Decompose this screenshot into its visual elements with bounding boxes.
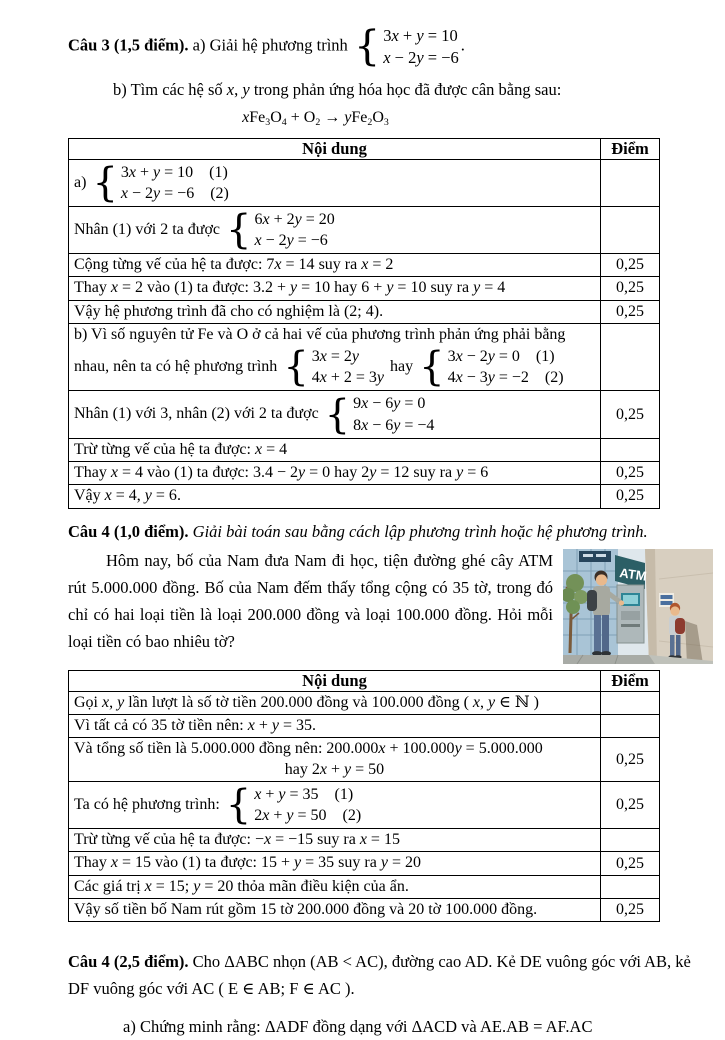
cau4a-heading: Câu 4 (1,0 điểm). Giải bài toán sau bằng cách lập phương trình hoặc hệ phương trình. <box>68 521 648 541</box>
point-cell <box>601 691 660 714</box>
content-cell: Gọi x, y lần lượt là số tờ tiền 200.000 đồng và 100.000 đồng ( x, y ∈ ℕ ) <box>69 691 601 714</box>
content-cell: Trừ từng vế của hệ ta được: −x = −15 suy ra x = 15 <box>69 829 601 852</box>
brace-glyph: { <box>92 159 118 206</box>
point-cell: 0,25 <box>601 461 660 484</box>
table-header-row <box>69 670 660 691</box>
atm-sign-label: ATM <box>618 564 648 584</box>
cau3-part-b: b) Tìm các hệ số x, y trong phản ứng hóa học đã được cân bằng sau: <box>113 79 562 99</box>
cau4b-part-a: a) Chứng minh rằng: ΔADF đồng dạng với ΔACD và AE.AB = AF.AC <box>123 1017 593 1037</box>
point-cell: 0,25 <box>601 253 660 276</box>
brace-glyph: { <box>324 391 351 438</box>
answer-table-cau4 <box>68 670 660 923</box>
table-row <box>69 159 660 206</box>
content-cell: Các giá trị x = 15; y = 20 thỏa mãn điều kiện của ẩn. <box>69 875 601 898</box>
equation-system: { 6x + 2y = 20 x − 2y = −6 <box>226 206 335 253</box>
cau4a-block <box>68 547 703 655</box>
content-cell: Thay x = 15 vào (1) ta được: 15 + y = 35 suy ra y = 20 <box>69 852 601 875</box>
cau3-heading: Câu 3 (1,5 điểm). a) Giải hệ phương trình { 3x + y = 10 x − 2y = −6 . <box>68 22 465 71</box>
table-row <box>69 300 660 323</box>
table-row <box>69 852 660 875</box>
point-cell <box>601 438 660 461</box>
point-cell: 0,25 <box>601 738 660 782</box>
content-cell: Nhân (1) với 2 ta được { 6x + 2y = 20 x − 2y = −6 <box>69 206 601 253</box>
content-cell: Thay x = 4 vào (1) ta được: 3.4 − 2y = 0 hay 2y = 12 suy ra y = 6 <box>69 461 601 484</box>
atm-illustration <box>563 549 713 664</box>
man-backpack <box>587 590 597 611</box>
brace-glyph: { <box>225 781 252 828</box>
content-cell: Trừ từng vế của hệ ta được: x = 4 <box>69 438 601 461</box>
point-cell: 0,25 <box>601 781 660 828</box>
point-cell <box>601 714 660 737</box>
table-row <box>69 738 660 782</box>
content-cell: Vậy x = 4, y = 6. <box>69 485 601 508</box>
chemical-equation: xFe3O4 + O2 → yFe2O3 <box>242 108 389 128</box>
content-cell: Nhân (1) với 3, nhân (2) với 2 ta được { 9x − 6y = 0 8x − 6y = −4 <box>69 391 601 438</box>
content-column-header: Nội dung <box>69 138 601 159</box>
point-cell <box>601 206 660 253</box>
point-cell <box>601 829 660 852</box>
table-row <box>69 206 660 253</box>
answer-table-cau3 <box>68 138 660 509</box>
table-row <box>69 438 660 461</box>
equation-system: { x + y = 35 (1) 2x + y = 50 (2) <box>225 781 362 828</box>
point-cell <box>601 323 660 391</box>
table-row <box>69 253 660 276</box>
table-row <box>69 875 660 898</box>
equation-system: { 3x = 2y 4x + 2 = 3y <box>283 344 385 391</box>
content-cell: Thay x = 2 vào (1) ta được: 3.2 + y = 10 hay 6 + y = 10 suy ra y = 4 <box>69 277 601 300</box>
table-row <box>69 691 660 714</box>
brace-glyph: { <box>283 344 309 391</box>
point-cell: 0,25 <box>601 852 660 875</box>
equation-system: { 3x + y = 10 x − 2y = −6 <box>353 22 459 71</box>
content-cell: Và tổng số tiền là 5.000.000 đồng nên: 200.000x + 100.000y = 5.000.000 hay 2x + y = 50 <box>69 738 601 782</box>
table-row <box>69 781 660 828</box>
point-column-header: Điểm <box>601 138 660 159</box>
content-cell: a) { 3x + y = 10 (1) x − 2y = −6 (2) <box>69 159 601 206</box>
equation-system: { 3x + y = 10 (1) x − 2y = −6 (2) <box>92 159 229 206</box>
point-cell: 0,25 <box>601 277 660 300</box>
cau4b-heading: Câu 4 (2,5 điểm). Cho ΔABC nhọn (AB < AC), đường cao AD. Kẻ DE vuông góc với AB, kẻ DF vuông góc với AC ( E ∈ AB; F ∈ AC ). <box>68 952 691 999</box>
table-row <box>69 714 660 737</box>
equation-system: { 3x − 2y = 0 (1) 4x − 3y = −2 (2) <box>419 344 564 391</box>
content-cell: Vậy hệ phương trình đã cho có nghiệm là (2; 4). <box>69 300 601 323</box>
cau4a-body: Hôm nay, bố của Nam đưa Nam đi học, tiện đường ghé cây ATM rút 5.000.000 đồng. Bố của Nam đếm thấy tổng cộng có 35 tờ, trong đó chỉ có hai loại tiền là loại 200.000 đồng và loại 100.000 đồng. Hỏi mỗi loại tiền có bao nhiêu tờ? <box>68 550 553 651</box>
boy-backpack <box>675 618 685 634</box>
content-cell: Cộng từng vế của hệ ta được: 7x = 14 suy ra x = 2 <box>69 253 601 276</box>
point-cell <box>601 875 660 898</box>
point-column-header: Điểm <box>601 670 660 691</box>
point-cell: 0,25 <box>601 391 660 438</box>
table-row <box>69 829 660 852</box>
table-row <box>69 898 660 921</box>
table-header-row <box>69 138 660 159</box>
content-cell: Vì tất cả có 35 tờ tiền nên: x + y = 35. <box>69 714 601 737</box>
content-cell: b) Vì số nguyên tử Fe và O ở cả hai vế của phương trình phản ứng phải bằng nhau, nên ta có hệ phương trình { 3x = 2y 4x + 2 = 3y hay { 3x − 2y = 0 (1) 4x − 3y = −2 (2) <box>69 323 601 391</box>
table-row <box>69 323 660 391</box>
table-row <box>69 391 660 438</box>
point-cell: 0,25 <box>601 898 660 921</box>
brace-glyph: { <box>419 344 445 391</box>
point-cell <box>601 159 660 206</box>
table-row <box>69 485 660 508</box>
brace-glyph: { <box>353 22 381 71</box>
table-row <box>69 277 660 300</box>
brace-glyph: { <box>226 206 252 253</box>
point-cell: 0,25 <box>601 300 660 323</box>
point-cell: 0,25 <box>601 485 660 508</box>
equation-system: { 9x − 6y = 0 8x − 6y = −4 <box>324 391 435 438</box>
content-cell: Ta có hệ phương trình: { x + y = 35 (1) 2x + y = 50 (2) <box>69 781 601 828</box>
content-cell: Vậy số tiền bố Nam rút gồm 15 tờ 200.000 đồng và 20 tờ 100.000 đồng. <box>69 898 601 921</box>
table-row <box>69 461 660 484</box>
content-column-header: Nội dung <box>69 670 601 691</box>
